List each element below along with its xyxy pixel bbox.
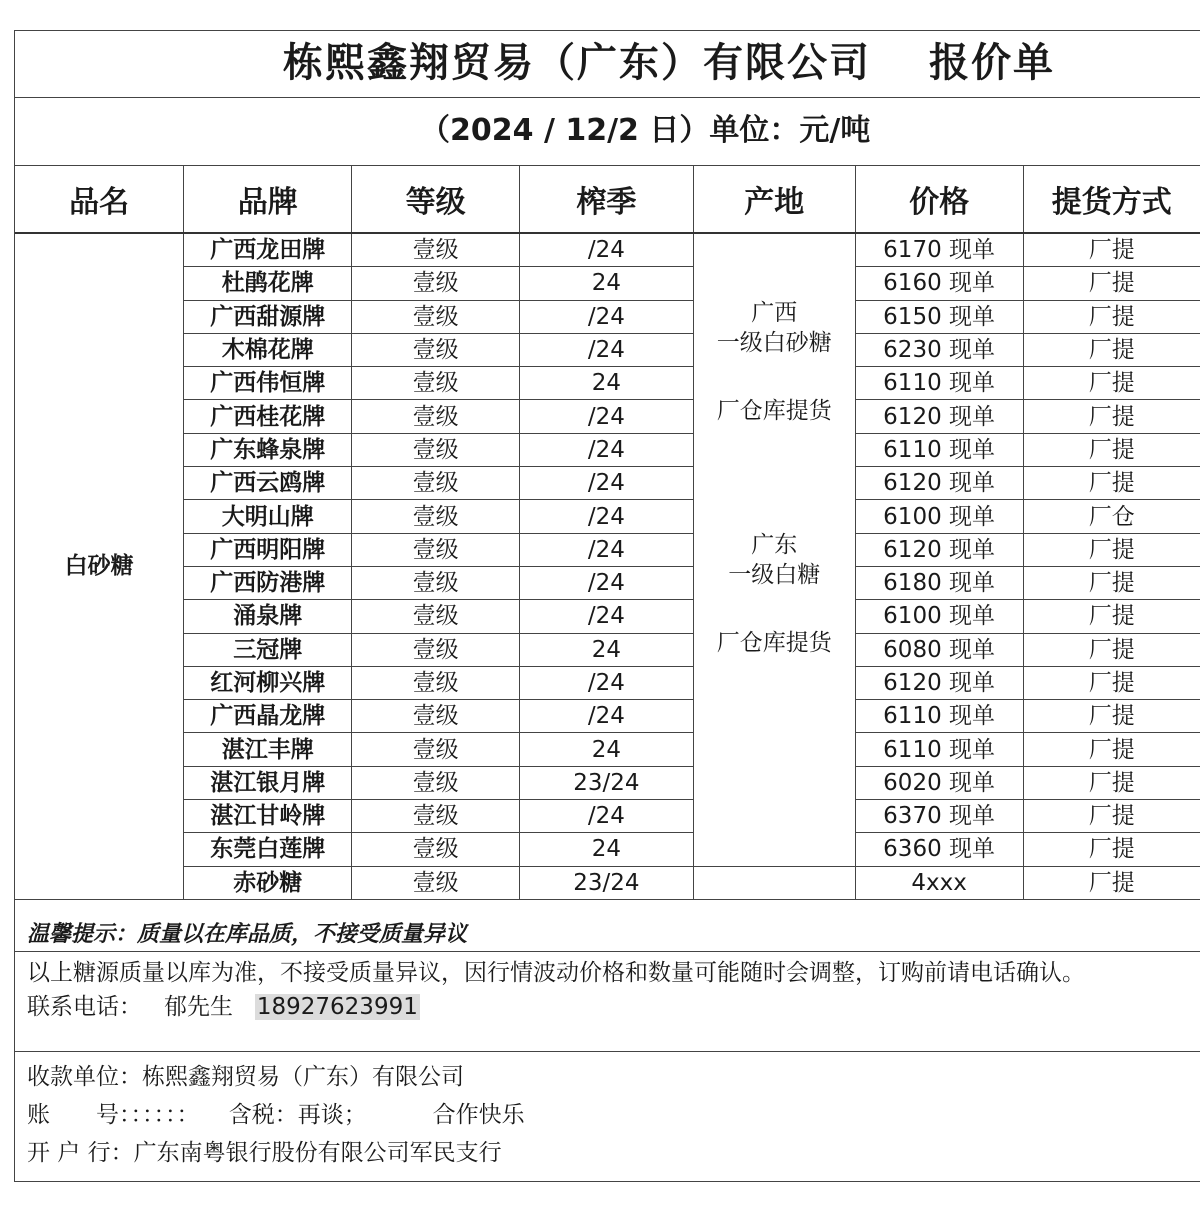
brand-cell: 广西伟恒牌 bbox=[184, 367, 352, 400]
note-text: 以上糖源质量以库为准，不接受质量异议，因行情波动价格和数量可能随时会调整，订购前请电话确认。 bbox=[27, 960, 1085, 986]
price-cell: 4xxx bbox=[855, 866, 1023, 899]
table-header-row bbox=[15, 166, 1200, 233]
price-cell: 6110 现单 bbox=[855, 367, 1023, 400]
grade-cell: 壹级 bbox=[352, 267, 520, 300]
grade-cell: 壹级 bbox=[352, 733, 520, 766]
pickup-cell: 厂提 bbox=[1023, 367, 1200, 400]
brand-cell: 广西龙田牌 bbox=[184, 233, 352, 267]
brand-cell: 涌泉牌 bbox=[184, 600, 352, 633]
table-row bbox=[15, 600, 1200, 633]
origin-region: 广东 bbox=[751, 532, 798, 558]
contact-person: 郁先生 bbox=[163, 994, 233, 1020]
price-cell: 6110 现单 bbox=[855, 433, 1023, 466]
table-row bbox=[15, 766, 1200, 799]
price-cell: 6120 现单 bbox=[855, 400, 1023, 433]
pickup-cell: 厂提 bbox=[1023, 467, 1200, 500]
phone-label: 联系电话： bbox=[27, 994, 142, 1020]
title-bar bbox=[15, 31, 1200, 98]
col-header-price: 价格 bbox=[855, 166, 1023, 233]
grade-cell: 壹级 bbox=[352, 233, 520, 267]
pickup-cell: 厂提 bbox=[1023, 333, 1200, 366]
brand-cell: 红河柳兴牌 bbox=[184, 666, 352, 699]
brand-cell: 广西明阳牌 bbox=[184, 533, 352, 566]
price-cell: 6110 现单 bbox=[855, 700, 1023, 733]
product-category: 白砂糖 bbox=[15, 233, 184, 899]
grade-cell: 壹级 bbox=[352, 600, 520, 633]
payment-block bbox=[15, 1052, 1200, 1183]
price-table bbox=[15, 166, 1200, 900]
brand-cell: 广西晶龙牌 bbox=[184, 700, 352, 733]
table-row bbox=[15, 267, 1200, 300]
table-row bbox=[15, 300, 1200, 333]
pickup-cell: 厂提 bbox=[1023, 533, 1200, 566]
price-cell: 6370 现单 bbox=[855, 800, 1023, 833]
pickup-cell: 厂提 bbox=[1023, 833, 1200, 866]
grade-cell: 壹级 bbox=[352, 700, 520, 733]
pickup-cell: 厂提 bbox=[1023, 733, 1200, 766]
pickup-cell: 厂提 bbox=[1023, 866, 1200, 899]
pickup-cell: 厂提 bbox=[1023, 433, 1200, 466]
pickup-cell: 厂提 bbox=[1023, 566, 1200, 599]
season-cell: /24 bbox=[519, 500, 693, 533]
table-row bbox=[15, 233, 1200, 267]
col-header-grade: 等级 bbox=[352, 166, 520, 233]
price-cell: 6150 现单 bbox=[855, 300, 1023, 333]
pickup-cell: 厂提 bbox=[1023, 800, 1200, 833]
brand-cell: 广西桂花牌 bbox=[184, 400, 352, 433]
doc-type: 报价单 bbox=[929, 40, 1055, 86]
brand-cell: 广西防港牌 bbox=[184, 566, 352, 599]
brand-cell: 广西甜源牌 bbox=[184, 300, 352, 333]
quote-sheet bbox=[14, 30, 1200, 1182]
origin-product: 一级白糖 bbox=[728, 562, 821, 588]
account-line bbox=[27, 1096, 1200, 1134]
company-name: 栋熙鑫翔贸易（广东）有限公司 bbox=[283, 40, 871, 86]
quality-tips: 温馨提示：质量以在库品质，不接受质量异议 bbox=[15, 918, 1200, 952]
season-cell: /24 bbox=[519, 467, 693, 500]
season-cell: /24 bbox=[519, 800, 693, 833]
grade-cell: 壹级 bbox=[352, 866, 520, 899]
tax-note: 含税：再谈； bbox=[228, 1102, 367, 1128]
price-cell: 6120 现单 bbox=[855, 467, 1023, 500]
price-cell: 6020 现单 bbox=[855, 766, 1023, 799]
table-row bbox=[15, 733, 1200, 766]
price-cell: 6080 现单 bbox=[855, 633, 1023, 666]
phone-number: 18927623991 bbox=[256, 994, 418, 1020]
table-row bbox=[15, 333, 1200, 366]
price-cell: 6100 现单 bbox=[855, 600, 1023, 633]
price-cell: 6120 现单 bbox=[855, 666, 1023, 699]
grade-cell: 壹级 bbox=[352, 766, 520, 799]
grade-cell: 壹级 bbox=[352, 666, 520, 699]
grade-cell: 壹级 bbox=[352, 300, 520, 333]
table-row bbox=[15, 800, 1200, 833]
account-label: 账 号： bbox=[27, 1102, 131, 1128]
bank-value: 广东南粤银行股份有限公司军民支行 bbox=[133, 1140, 502, 1166]
table-row bbox=[15, 666, 1200, 699]
season-cell: /24 bbox=[519, 600, 693, 633]
slogan: 合作快乐 bbox=[432, 1102, 525, 1128]
brand-cell: 湛江银月牌 bbox=[184, 766, 352, 799]
payee-line bbox=[27, 1058, 1200, 1096]
brand-cell: 湛江丰牌 bbox=[184, 733, 352, 766]
origin-pickup: 厂仓库提货 bbox=[716, 630, 832, 656]
grade-cell: 壹级 bbox=[352, 400, 520, 433]
price-cell: 6170 现单 bbox=[855, 233, 1023, 267]
contact-line bbox=[27, 990, 1200, 1024]
col-header-brand: 品牌 bbox=[184, 166, 352, 233]
season-cell: 24 bbox=[519, 367, 693, 400]
price-cell: 6360 现单 bbox=[855, 833, 1023, 866]
pickup-cell: 厂提 bbox=[1023, 600, 1200, 633]
grade-cell: 壹级 bbox=[352, 566, 520, 599]
table-row bbox=[15, 633, 1200, 666]
season-cell: /24 bbox=[519, 433, 693, 466]
payee-value: 栋熙鑫翔贸易（广东）有限公司 bbox=[142, 1064, 464, 1090]
table-row bbox=[15, 533, 1200, 566]
pickup-cell: 厂仓 bbox=[1023, 500, 1200, 533]
col-header-name: 品名 bbox=[15, 166, 184, 233]
date-unit-text: （2024 / 12/2 日）单位：元/吨 bbox=[420, 113, 871, 148]
col-header-pickup: 提货方式 bbox=[1023, 166, 1200, 233]
price-cell: 6100 现单 bbox=[855, 500, 1023, 533]
origin-region: 广西 bbox=[751, 300, 798, 326]
origin-cell bbox=[693, 233, 855, 866]
table-row bbox=[15, 500, 1200, 533]
bank-label: 开 户 行： bbox=[27, 1140, 134, 1166]
pickup-cell: 厂提 bbox=[1023, 267, 1200, 300]
brand-cell: 东莞白莲牌 bbox=[184, 833, 352, 866]
payee-label: 收款单位： bbox=[27, 1064, 142, 1090]
origin-group bbox=[694, 426, 855, 658]
bank-line bbox=[27, 1134, 1200, 1172]
brand-cell: 赤砂糖 bbox=[184, 866, 352, 899]
pickup-cell: 厂提 bbox=[1023, 766, 1200, 799]
pickup-cell: 厂提 bbox=[1023, 233, 1200, 267]
grade-cell: 壹级 bbox=[352, 367, 520, 400]
season-cell: /24 bbox=[519, 333, 693, 366]
grade-cell: 壹级 bbox=[352, 833, 520, 866]
table-row bbox=[15, 467, 1200, 500]
table-row bbox=[15, 833, 1200, 866]
season-cell: /24 bbox=[519, 533, 693, 566]
grade-cell: 壹级 bbox=[352, 633, 520, 666]
table-row bbox=[15, 566, 1200, 599]
grade-cell: 壹级 bbox=[352, 533, 520, 566]
season-cell: 23/24 bbox=[519, 766, 693, 799]
grade-cell: 壹级 bbox=[352, 800, 520, 833]
brand-cell: 广东蜂泉牌 bbox=[184, 433, 352, 466]
season-cell: 24 bbox=[519, 267, 693, 300]
pickup-cell: 厂提 bbox=[1023, 700, 1200, 733]
price-cell: 6180 现单 bbox=[855, 566, 1023, 599]
season-cell: /24 bbox=[519, 400, 693, 433]
brand-cell: 广西云鸥牌 bbox=[184, 467, 352, 500]
grade-cell: 壹级 bbox=[352, 433, 520, 466]
table-row bbox=[15, 700, 1200, 733]
col-header-origin: 产地 bbox=[693, 166, 855, 233]
origin-group bbox=[694, 234, 855, 426]
table-row bbox=[15, 400, 1200, 433]
season-cell: /24 bbox=[519, 666, 693, 699]
season-cell: 24 bbox=[519, 833, 693, 866]
table-body bbox=[15, 233, 1200, 899]
season-cell: 24 bbox=[519, 733, 693, 766]
season-cell: /24 bbox=[519, 300, 693, 333]
brand-cell: 木棉花牌 bbox=[184, 333, 352, 366]
season-cell: /24 bbox=[519, 700, 693, 733]
grade-cell: 壹级 bbox=[352, 333, 520, 366]
price-cell: 6120 现单 bbox=[855, 533, 1023, 566]
table-row bbox=[15, 367, 1200, 400]
price-cell: 6230 现单 bbox=[855, 333, 1023, 366]
note-block bbox=[15, 952, 1200, 1052]
col-header-season: 榨季 bbox=[519, 166, 693, 233]
price-cell: 6110 现单 bbox=[855, 733, 1023, 766]
origin-empty-cell bbox=[693, 866, 855, 899]
season-cell: /24 bbox=[519, 566, 693, 599]
account-value: ：：：：： bbox=[130, 1102, 200, 1128]
brand-cell: 湛江甘岭牌 bbox=[184, 800, 352, 833]
pickup-cell: 厂提 bbox=[1023, 633, 1200, 666]
season-cell: 24 bbox=[519, 633, 693, 666]
table-row bbox=[15, 433, 1200, 466]
table-row bbox=[15, 866, 1200, 899]
pickup-cell: 厂提 bbox=[1023, 400, 1200, 433]
origin-product: 一级白砂糖 bbox=[716, 330, 832, 356]
price-cell: 6160 现单 bbox=[855, 267, 1023, 300]
date-unit-bar bbox=[15, 98, 1200, 166]
grade-cell: 壹级 bbox=[352, 467, 520, 500]
brand-cell: 大明山牌 bbox=[184, 500, 352, 533]
season-cell: /24 bbox=[519, 233, 693, 267]
brand-cell: 三冠牌 bbox=[184, 633, 352, 666]
origin-pickup: 厂仓库提货 bbox=[716, 398, 832, 424]
grade-cell: 壹级 bbox=[352, 500, 520, 533]
season-cell: 23/24 bbox=[519, 866, 693, 899]
brand-cell: 杜鹃花牌 bbox=[184, 267, 352, 300]
pickup-cell: 厂提 bbox=[1023, 666, 1200, 699]
pickup-cell: 厂提 bbox=[1023, 300, 1200, 333]
